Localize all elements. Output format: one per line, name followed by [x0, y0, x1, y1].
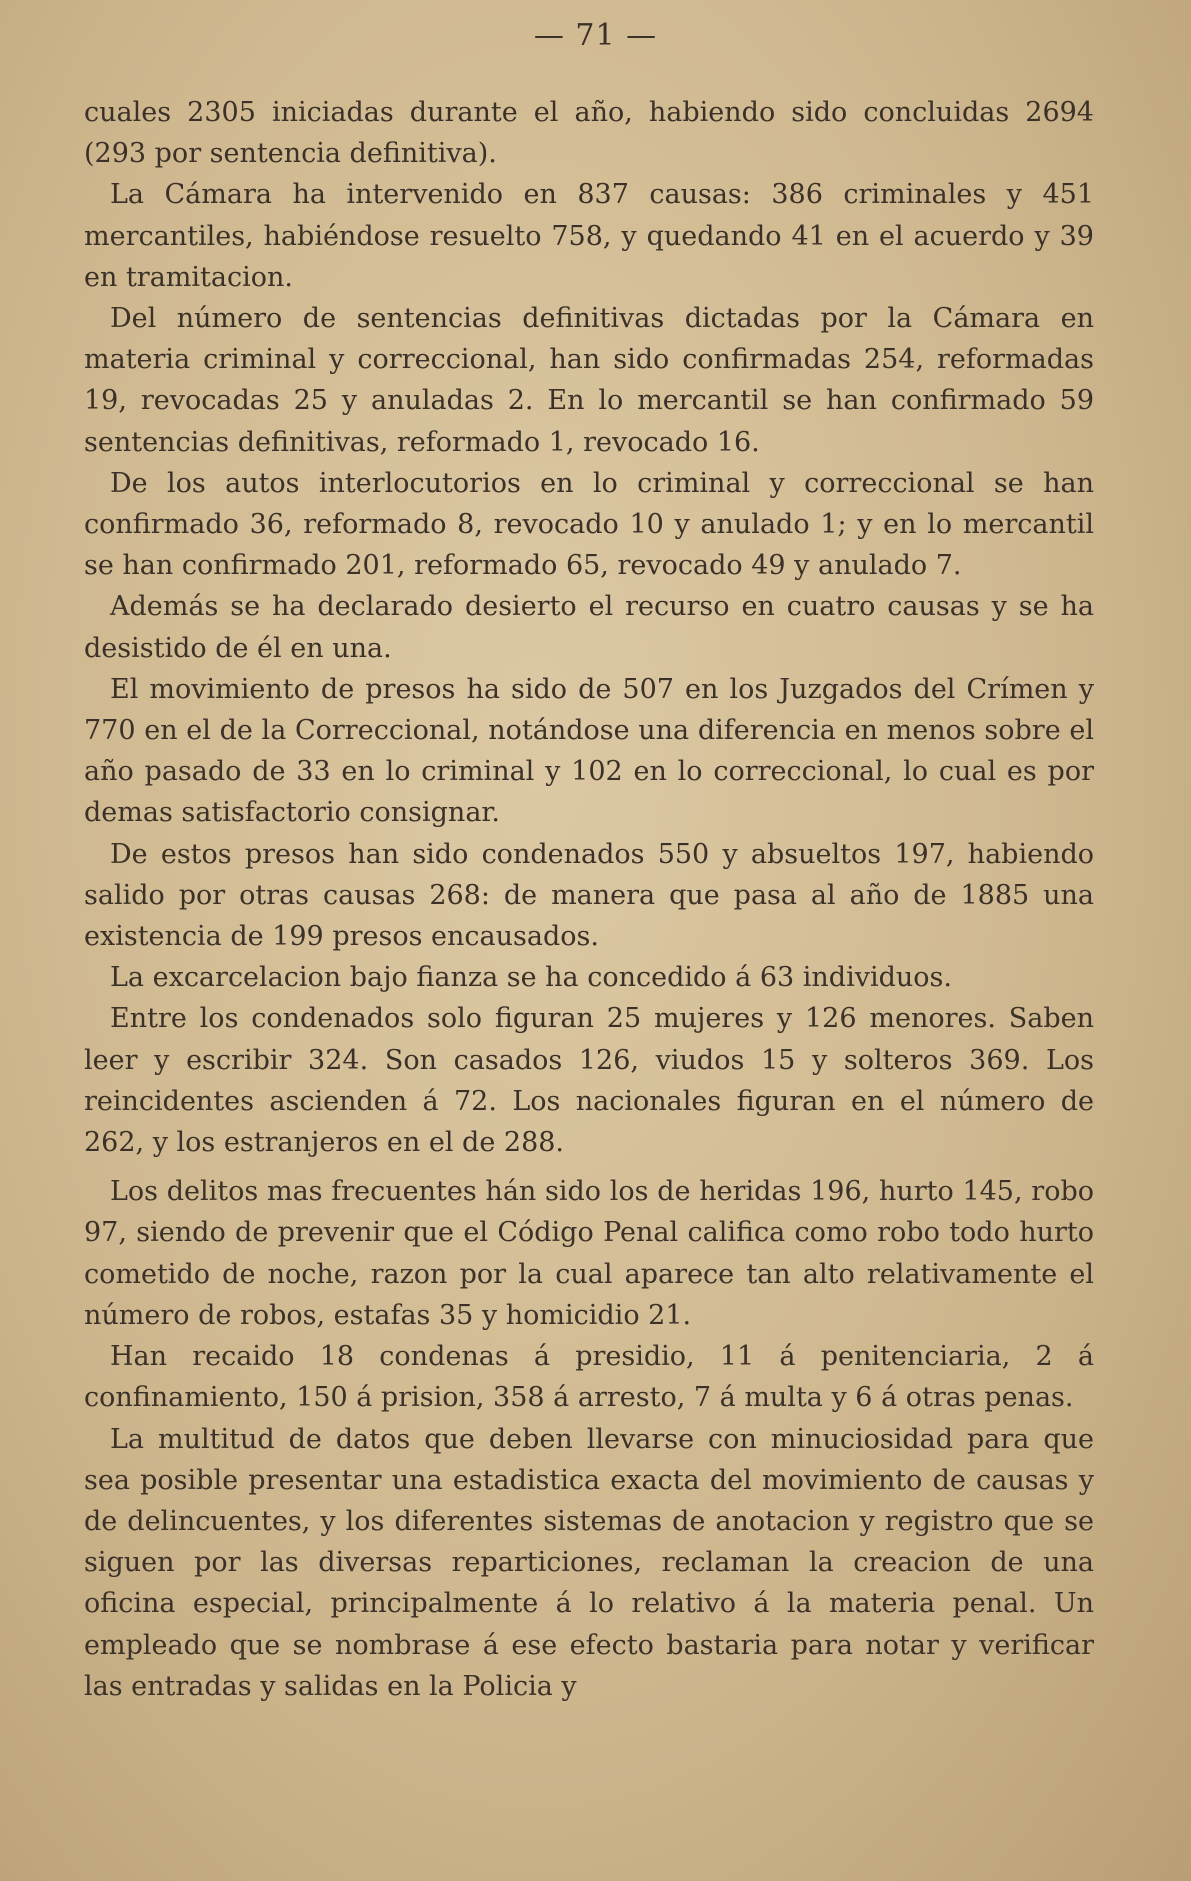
paragraph-4: De los autos interlocutorios en lo criminal y correccional se han confirmado 36, reformado 8, revocado 10 y anulado 1; y en lo mercantil se han confirmado 201, reformado 65, revocado 49 y anulado 7.	[84, 467, 1094, 582]
paragraph-1: cuales 2305 iniciadas durante el año, habiendo sido concluidas 2694 (293 por sentencia definitiva).	[84, 97, 1094, 170]
page-number: — 71 —	[533, 18, 658, 53]
paragraph-3: Del número de sentencias definitivas dictadas por la Cámara en materia criminal y correccional, han sido confirmadas 254, reformadas 19, revocadas 25 y anuladas 2. En lo mercantil se han confirmado 59 sentencias definitivas, reformado 1, revocado 16.	[84, 303, 1094, 458]
paragraph-7: De estos presos han sido condenados 550 y absueltos 197, habiendo salido por otras causas 268: de manera que pasa al año de 1885 una existencia de 199 presos encausados.	[84, 838, 1094, 953]
paragraph-2: La Cámara ha intervenido en 837 causas: 386 criminales y 451 mercantiles, habiéndose resuelto 758, y quedando 41 en el acuerdo y 39 en tramitacion.	[84, 179, 1094, 293]
paragraph-11: Han recaido 18 condenas á presidio, 11 á penitenciaria, 2 á confinamiento, 150 á prision, 358 á arresto, 7 á multa y 6 á otras penas.	[84, 1341, 1094, 1414]
paragraph-5: Además se ha declarado desierto el recurso en cuatro causas y se ha desistido de él en una.	[84, 591, 1094, 664]
paragraph-10: Los delitos mas frecuentes hán sido los de heridas 196, hurto 145, robo 97, siendo de prevenir que el Código Penal califica como robo todo hurto cometido de noche, razon por la cual aparece tan alto relativamente el número de robos, estafas 35 y homicidio 21.	[84, 1176, 1094, 1331]
paragraph-8: La excarcelacion bajo fianza se ha concedido á 63 individuos.	[110, 962, 952, 994]
body-text	[84, 92, 1094, 1707]
paragraph-6: El movimiento de presos ha sido de 507 en los Juzgados del Crímen y 770 en el de la Correccional, notándose una diferencia en menos sobre el año pasado de 33 en lo criminal y 102 en lo correccional, lo cual es por demas satisfactorio consignar.	[84, 673, 1094, 829]
paragraph-9: Entre los condenados solo figuran 25 mujeres y 126 menores. Saben leer y escribir 324. Son casados 126, viudos 15 y solteros 369. Los reincidentes ascienden á 72. Los nacionales figuran en el número de 262, y los estranjeros en el de 288.	[84, 1003, 1094, 1159]
paragraph-12: La multitud de datos que deben llevarse con minuciosidad para que sea posible presentar una estadistica exacta del movimiento de causas y de delincuentes, y los diferentes sistemas de anotacion y registro que se siguen por las diversas reparticiones, reclaman la creacion de una oficina especial, principalmente á lo relativo á la materia penal. Un empleado que se nombrase á ese efecto bastaria para notar y verificar las entradas y salidas en la Policia y	[84, 1423, 1094, 1702]
